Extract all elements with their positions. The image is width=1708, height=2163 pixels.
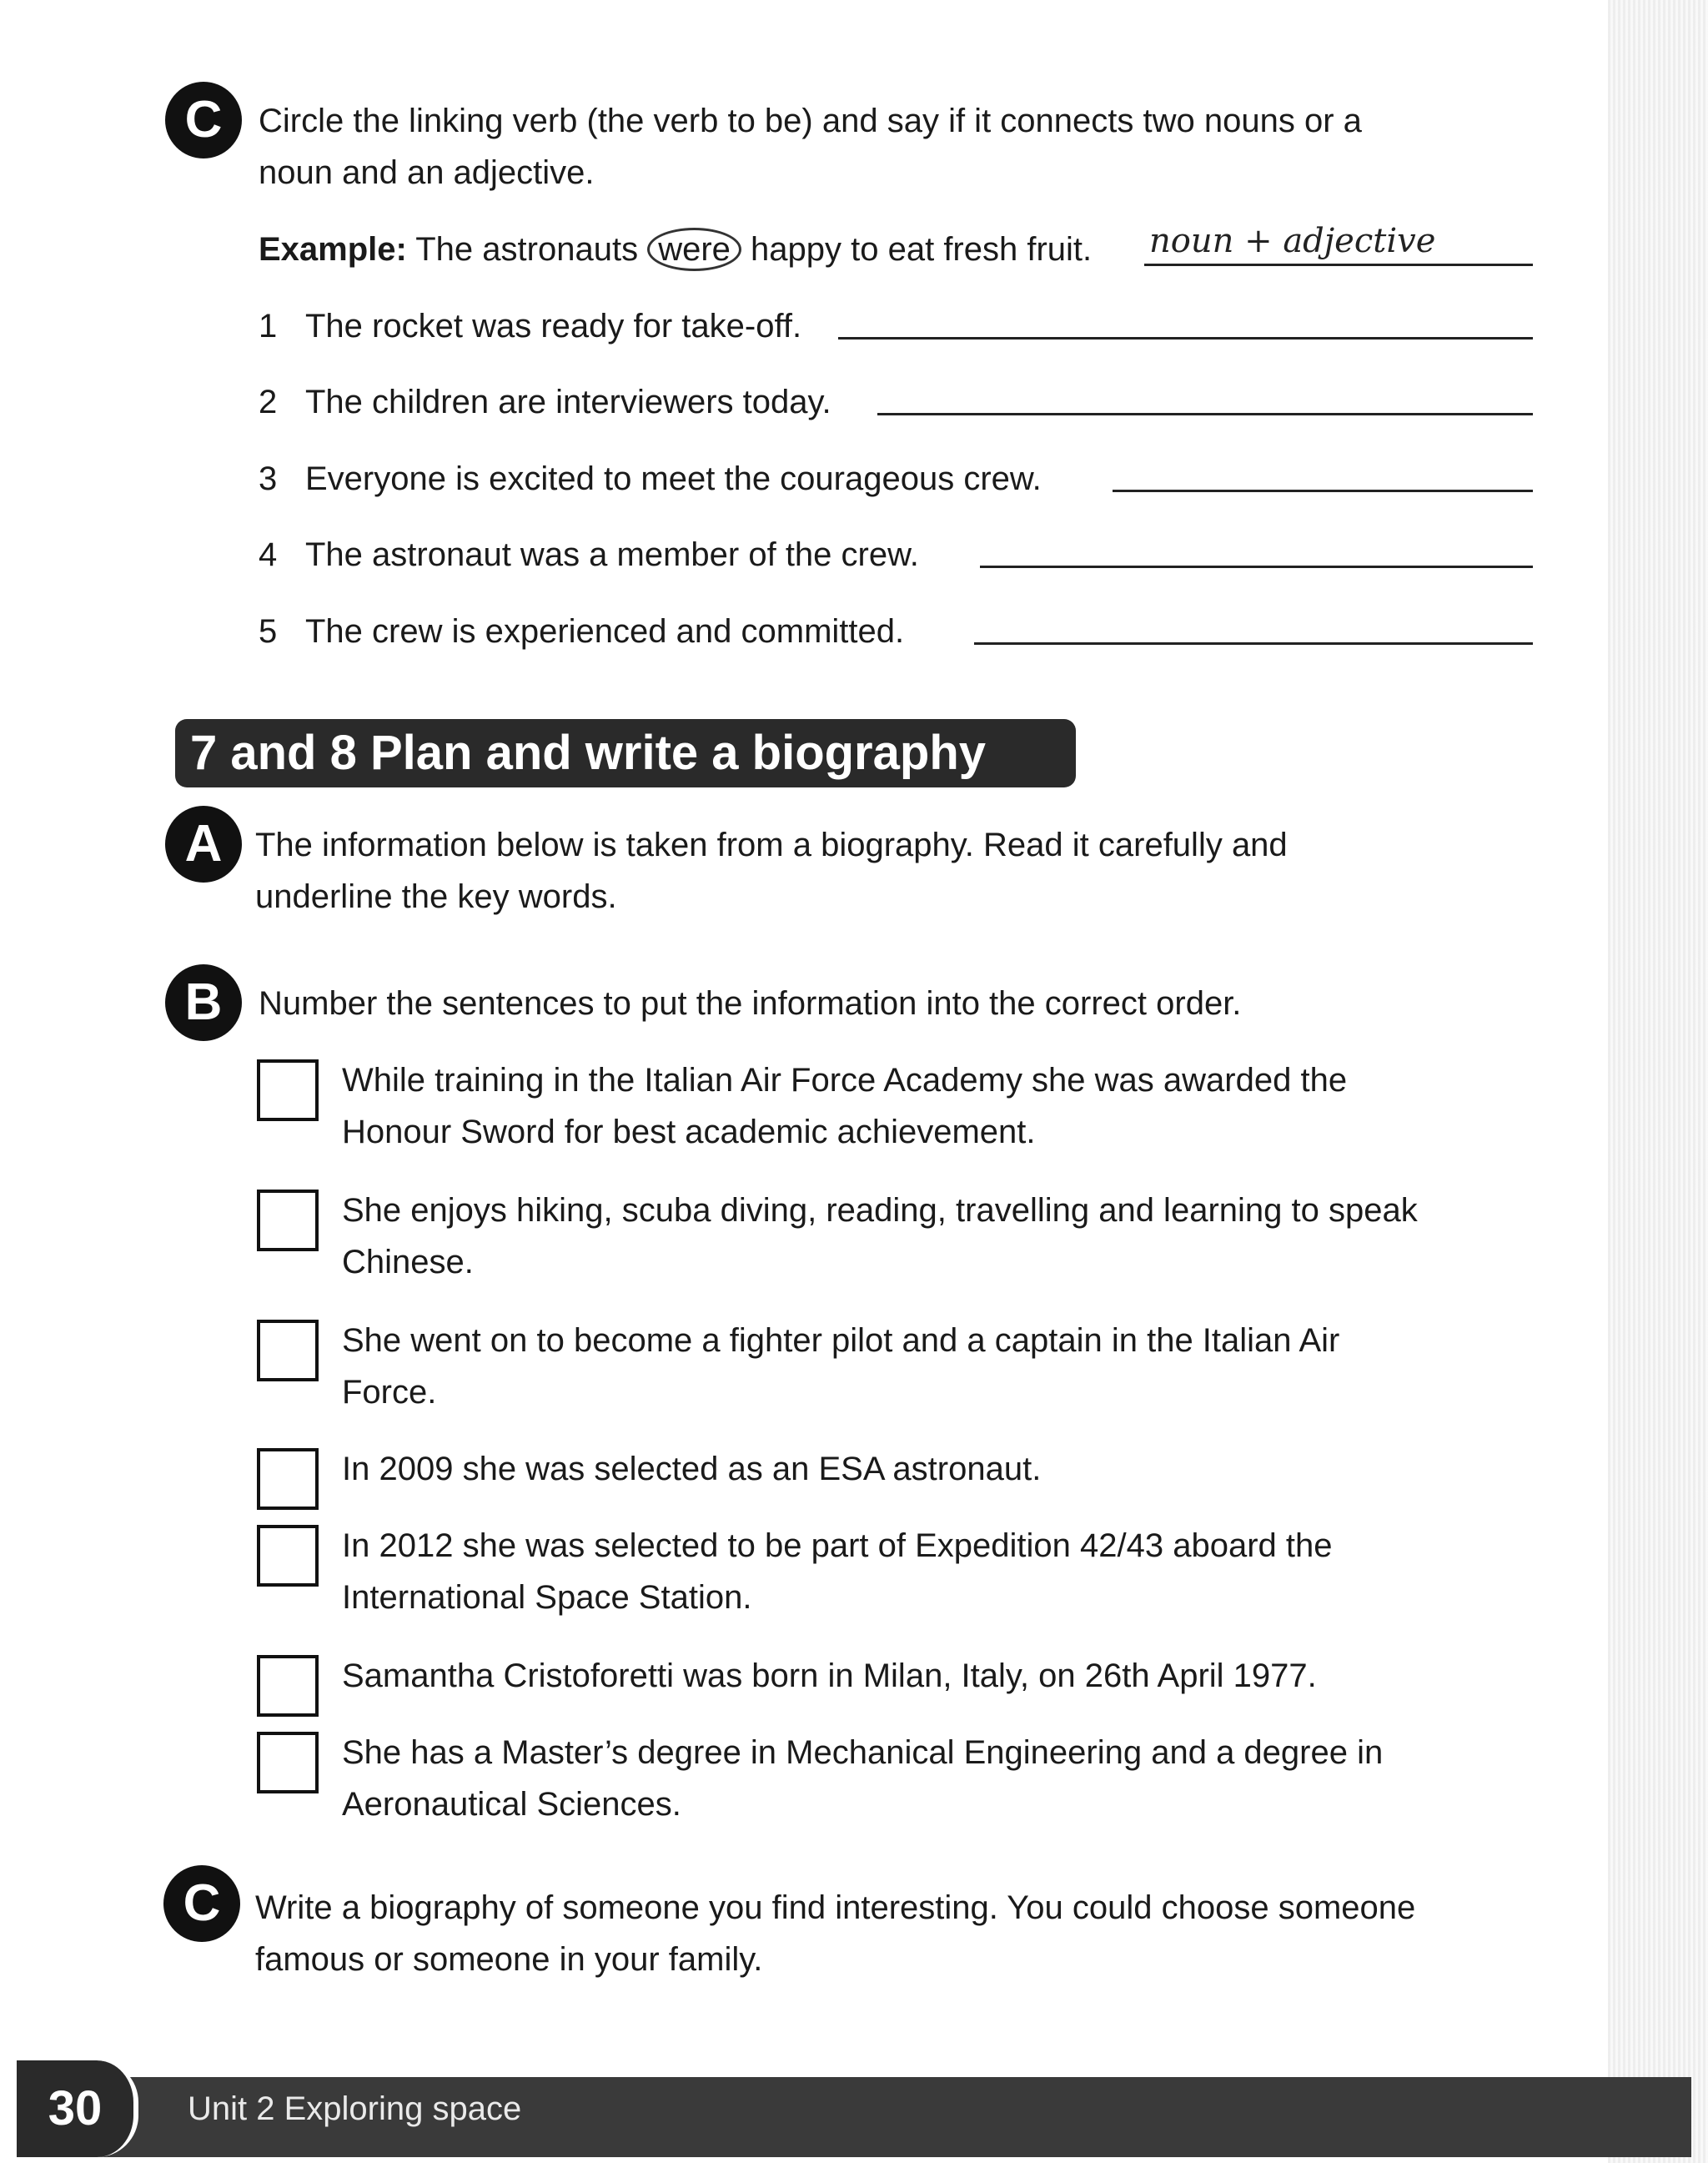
section-badge-a: A [165, 806, 242, 883]
instruction-c1-line2: noun and an adjective. [259, 154, 595, 191]
page-edge-shadow [1608, 0, 1708, 2163]
item-1-text: The rocket was ready for take-off. [305, 308, 802, 345]
item-2-answer-line[interactable] [877, 413, 1533, 415]
sentence-3-line2: Force. [342, 1374, 437, 1411]
order-box-5[interactable] [257, 1525, 319, 1587]
sentence-4-line1: In 2009 she was selected as an ESA astronaut. [342, 1451, 1042, 1487]
sentence-7-line2: Aeronautical Sciences. [342, 1786, 681, 1823]
section-a-line2: underline the key words. [255, 878, 617, 915]
section-c2-line1: Write a biography of someone you find interesting. You could choose someone [255, 1889, 1416, 1926]
order-box-1[interactable] [257, 1059, 319, 1121]
sentence-6-line1: Samantha Cristoforetti was born in Milan, Italy, on 26th April 1977. [342, 1657, 1317, 1694]
item-4-num: 4 [259, 536, 278, 573]
example-answer: noun + adjective [1149, 222, 1436, 260]
sentence-5-line1: In 2012 she was selected to be part of Expedition 42/43 aboard the [342, 1527, 1333, 1564]
item-1-num: 1 [259, 308, 278, 345]
example-answer-line [1144, 264, 1533, 266]
section-b-instruction: Number the sentences to put the information into the correct order. [259, 985, 1242, 1022]
sentence-2-line2: Chinese. [342, 1244, 474, 1280]
section-badge-c1: C [165, 82, 242, 158]
example-label: Example: [259, 231, 407, 268]
item-2-text: The children are interviewers today. [305, 384, 831, 420]
section-heading: 7 and 8 Plan and write a biography [175, 719, 1076, 787]
footer-unit-title: Unit 2 Exploring space [188, 2090, 522, 2127]
sentence-1-line1: While training in the Italian Air Force Academy she was awarded the [342, 1062, 1348, 1099]
sentence-5-line2: International Space Station. [342, 1579, 752, 1616]
sentence-1-line2: Honour Sword for best academic achievement. [342, 1114, 1036, 1150]
sentence-7-line1: She has a Master’s degree in Mechanical Engineering and a degree in [342, 1734, 1384, 1771]
order-box-4[interactable] [257, 1448, 319, 1510]
order-box-6[interactable] [257, 1655, 319, 1717]
item-5-num: 5 [259, 613, 278, 650]
item-3-num: 3 [259, 460, 278, 497]
sentence-3-line1: She went on to become a fighter pilot and a captain in the Italian Air [342, 1322, 1340, 1359]
item-3-answer-line[interactable] [1113, 490, 1533, 492]
item-4-answer-line[interactable] [980, 566, 1533, 568]
example-before: The astronauts [415, 231, 639, 268]
item-1-answer-line[interactable] [838, 337, 1533, 340]
item-4-text: The astronaut was a member of the crew. [305, 536, 919, 573]
section-c2-line2: famous or someone in your family. [255, 1941, 763, 1978]
instruction-c1-line1: Circle the linking verb (the verb to be) and say if it connects two nouns or a [259, 103, 1362, 139]
page-number: 30 [17, 2060, 138, 2157]
item-3-text: Everyone is excited to meet the courageous crew. [305, 460, 1042, 497]
sentence-2-line1: She enjoys hiking, scuba diving, reading, travelling and learning to speak [342, 1192, 1418, 1229]
item-2-num: 2 [259, 384, 278, 420]
example-sentence [259, 224, 1092, 275]
order-box-3[interactable] [257, 1320, 319, 1381]
item-5-answer-line[interactable] [974, 642, 1533, 645]
section-a-line1: The information below is taken from a biography. Read it carefully and [255, 827, 1288, 863]
example-circled-verb: were [647, 228, 741, 271]
order-box-7[interactable] [257, 1732, 319, 1793]
example-after: happy to eat fresh fruit. [751, 231, 1093, 268]
order-box-2[interactable] [257, 1190, 319, 1251]
section-badge-c2: C [163, 1865, 240, 1942]
section-badge-b: B [165, 964, 242, 1041]
item-5-text: The crew is experienced and committed. [305, 613, 905, 650]
